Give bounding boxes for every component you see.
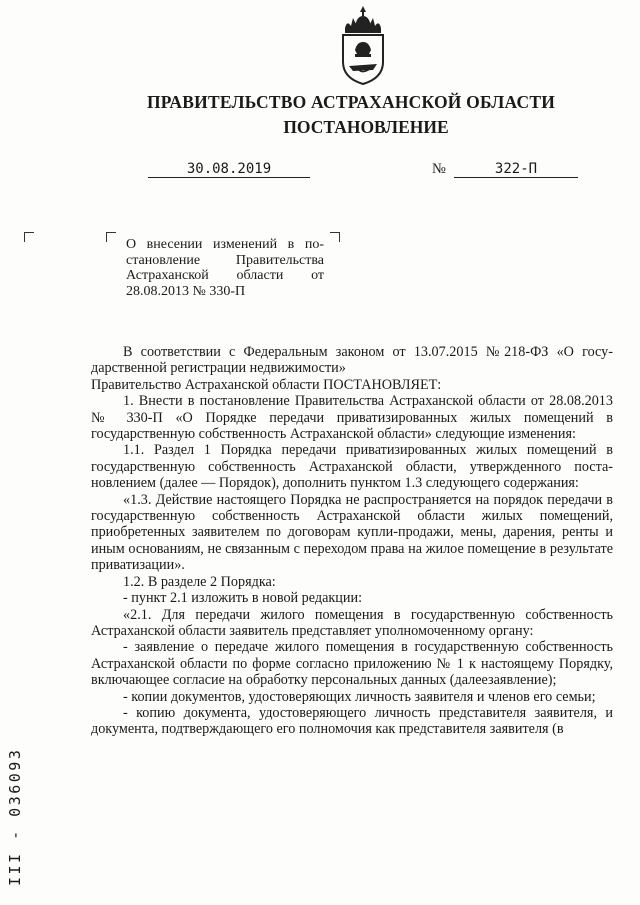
corner-mark-left bbox=[24, 232, 34, 242]
body-paragraph: 1.1. Раздел 1 Порядка передачи приватизированных жилых помещений в государственную собственность Астраханской области, утвержденного постановлением (далее — Порядок), дополнить пунктом 1.3 следующего содержания: bbox=[91, 442, 613, 492]
body-paragraph: В соответствии с Федеральным законом от 13.07.2015 №218-ФЗ «О государственной регистрации недвижимости» bbox=[91, 344, 613, 377]
corner-mark-subject-left bbox=[106, 232, 116, 242]
body-paragraph: - копии документов, удостоверяющих личность заявителя и членов его семьи; bbox=[123, 688, 596, 705]
document-type: ПОСТАНОВЛЕНИЕ bbox=[283, 117, 449, 137]
body-paragraph: 1. Внести в постановление Правительства Астраханской области от 28.08.2013 № 330-П «О Порядке передачи приватизированных жилых помещений в государственную собственность Астраханской области» следующие изменения: bbox=[91, 393, 613, 443]
body-paragraph: - заявление о передаче жилого помещения в государственную собственность Астраханской области по форме согласно приложению № 1 к настоящему Порядку, включающее согласие на обработку персональных данных (далеезаявление); bbox=[91, 639, 613, 689]
body-paragraph: - копию документа, удостоверяющего личность представителя заявителя, и документа, подтверждающего его полномочия как представителя заявителя (в bbox=[91, 704, 613, 738]
corner-mark-subject-right bbox=[330, 232, 340, 242]
body-paragraph: «1.3. Действие настоящего Порядка не распространяется на порядок передачи в государственную собственность Астраханской области жилых помещений, приобретенных заявителем по договорам купли-продажи, мены, дарения, ренты и иным основаниям, не связанным с переходом права на жилое помещение в результате приватизации». bbox=[91, 491, 613, 574]
astrakhan-coat-of-arms-icon bbox=[337, 4, 389, 86]
body-paragraph: «2.1. Для передачи жилого помещения в государственную собственность Астраханской области заявитель представляет уполномоченному органу: bbox=[91, 606, 613, 639]
form-serial-number: III - 036093 bbox=[6, 747, 24, 886]
body-paragraph: Правительство Астраханской области ПОСТАНОВЛЯЕТ: bbox=[91, 376, 442, 393]
body-paragraph: - пункт 2.1 изложить в новой редакции: bbox=[123, 590, 363, 607]
number-sign: № bbox=[432, 161, 446, 177]
document-number: 322-П bbox=[454, 161, 578, 178]
document-subject: О внесении изменений в постановление Правительства Астраханской области от 28.08.2013 № 330-П bbox=[126, 237, 324, 299]
organization-title: ПРАВИТЕЛЬСТВО АСТРАХАНСКОЙ ОБЛАСТИ bbox=[146, 92, 556, 112]
document-body bbox=[91, 344, 613, 738]
document-date: 30.08.2019 bbox=[148, 161, 310, 178]
body-paragraph: 1.2. В разделе 2 Порядка: bbox=[123, 573, 276, 590]
